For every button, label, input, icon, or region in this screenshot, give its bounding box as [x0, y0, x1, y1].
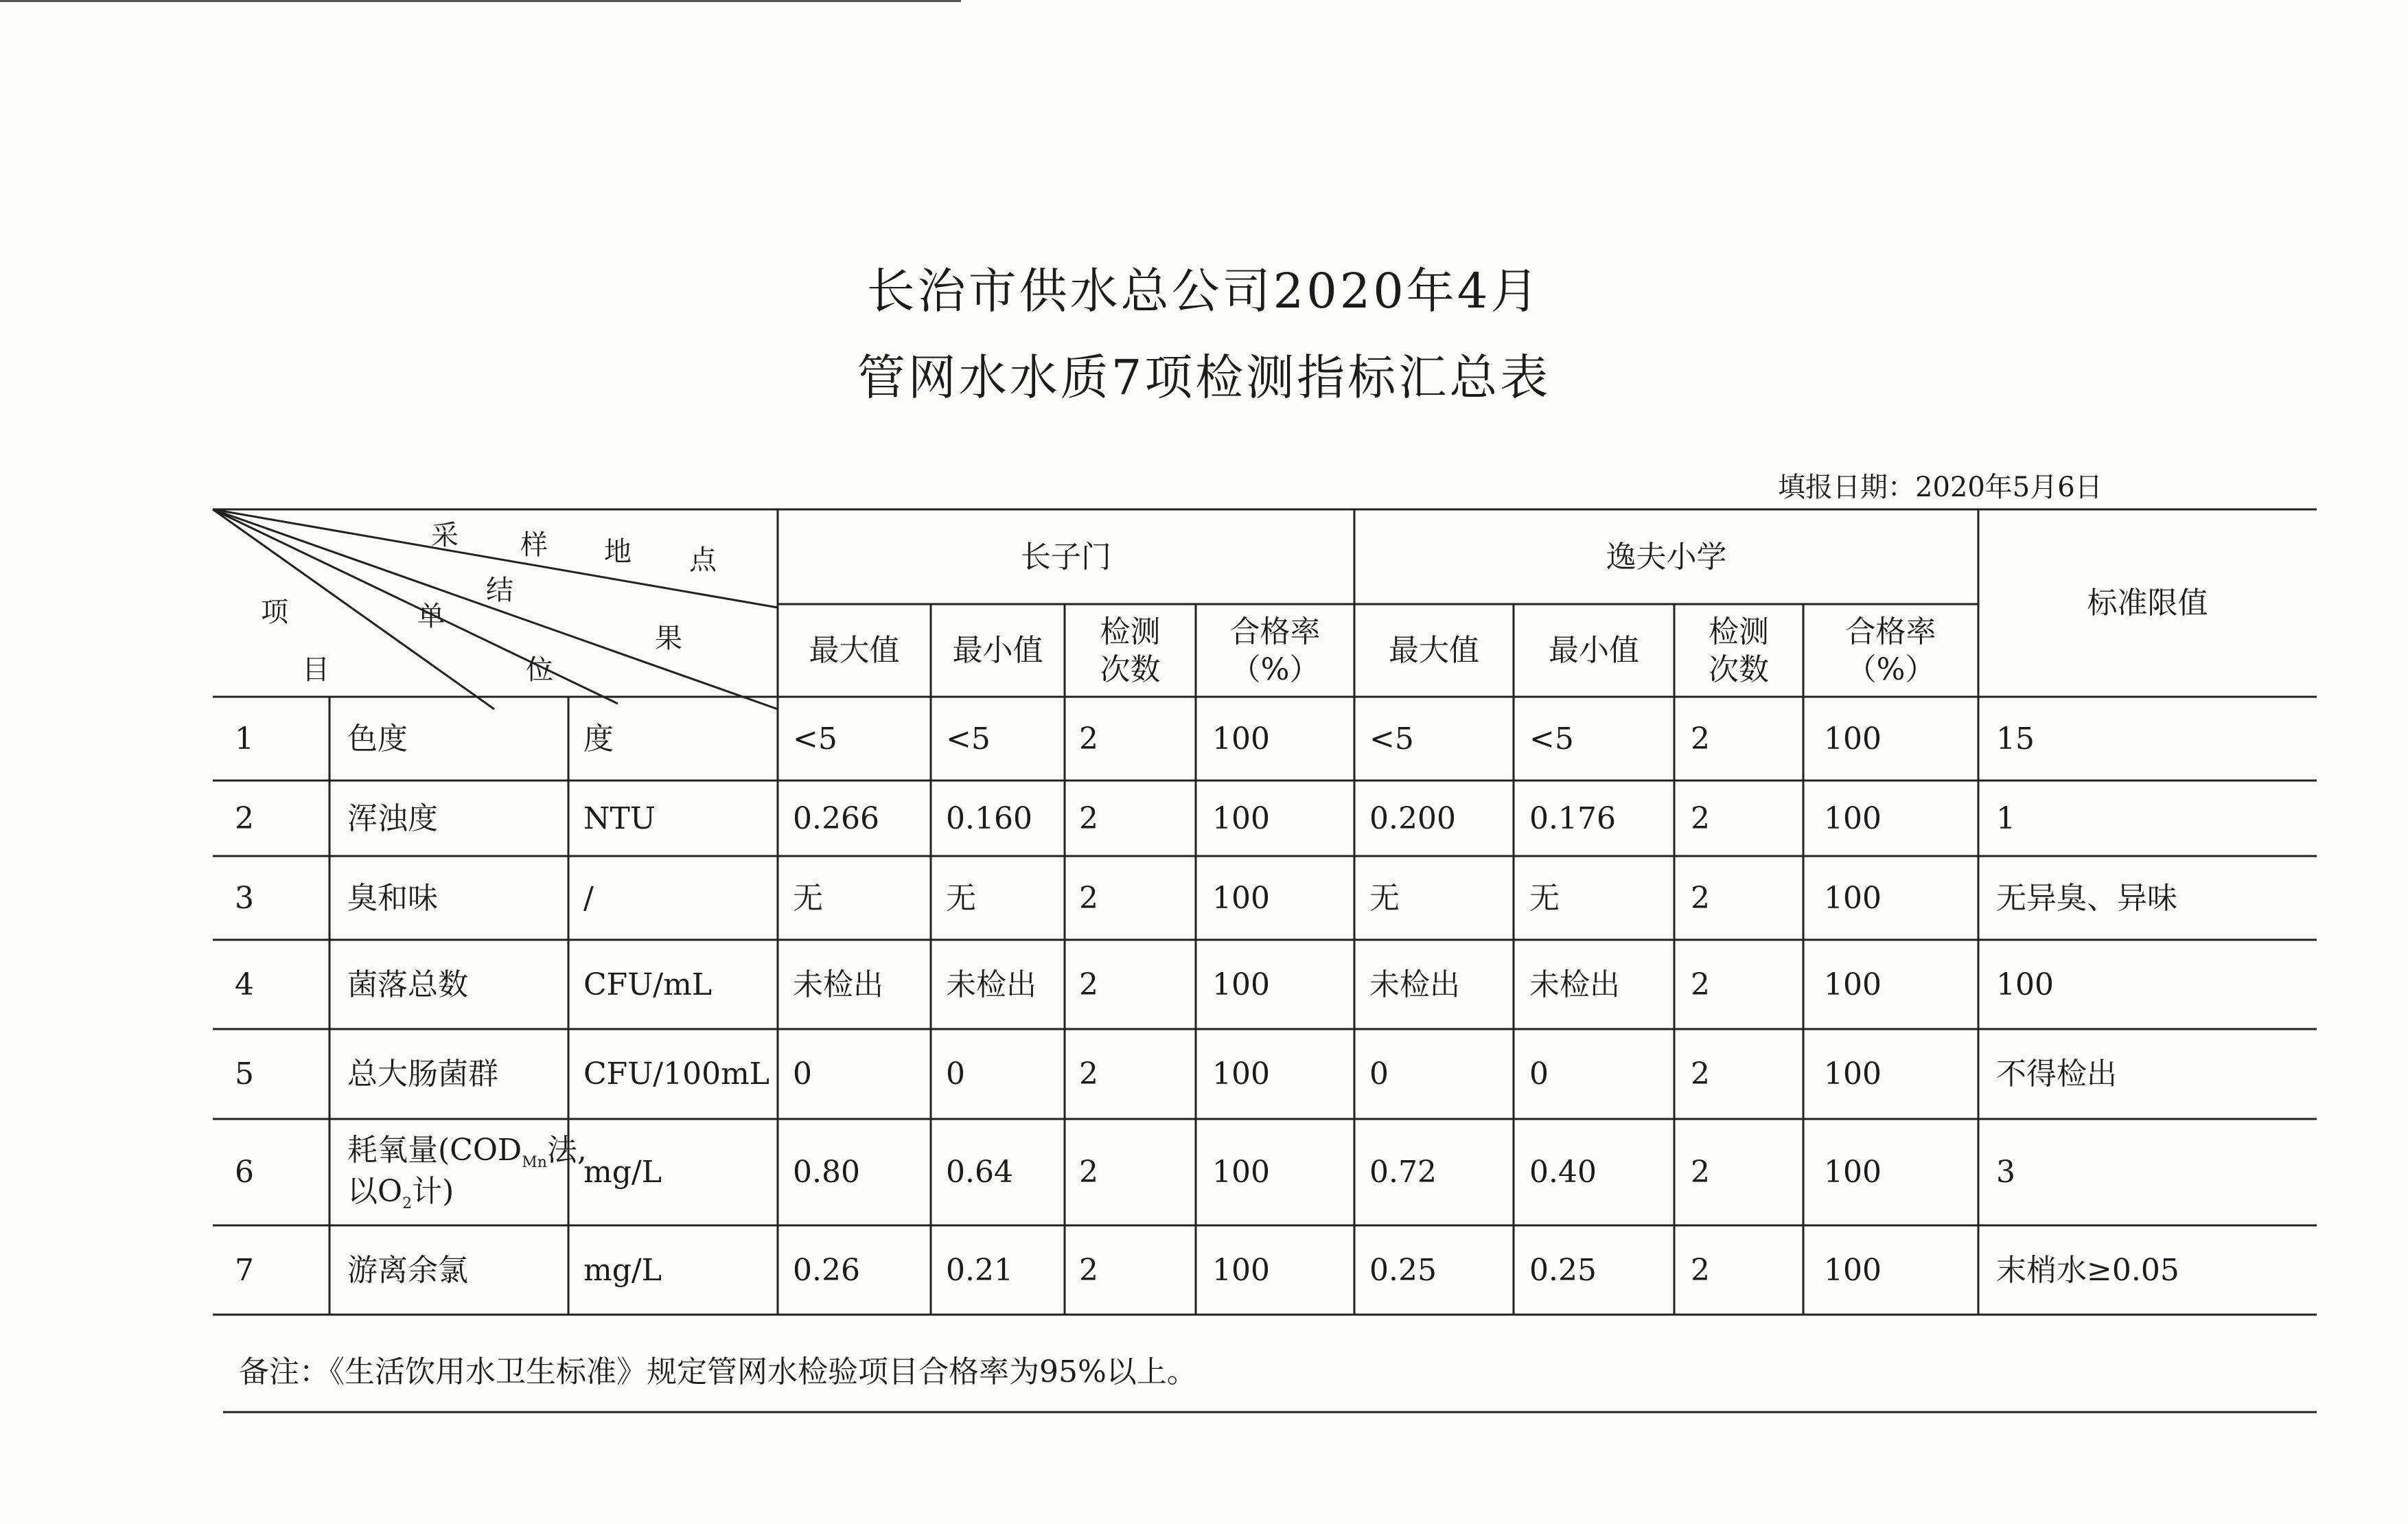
row1-unit: 度: [583, 721, 614, 757]
row1-s1-count: 2: [1079, 721, 1098, 757]
row3-s1-max: 无: [793, 880, 823, 916]
row1-s1-min: <5: [946, 721, 991, 757]
row7-s1-min: 0.21: [946, 1252, 1013, 1288]
row6-s1-rate: 100: [1212, 1155, 1270, 1190]
row6-item-line2-a: 以O: [347, 1173, 403, 1209]
s1-min-header: 最小值: [952, 633, 1043, 668]
row7-item: 游离余氯: [347, 1252, 468, 1288]
s1-max-header: 最大值: [809, 633, 900, 668]
row2-s2-min: 0.176: [1529, 800, 1616, 836]
row4-item: 菌落总数: [347, 967, 468, 1002]
row3-s1-rate: 100: [1212, 880, 1270, 916]
diag-location-char-3: 地: [604, 536, 632, 568]
row6-s2-count: 2: [1691, 1155, 1710, 1190]
row3-s2-max: 无: [1369, 880, 1400, 916]
row1-item: 色度: [347, 721, 408, 757]
row2-s2-max: 0.200: [1369, 800, 1456, 836]
s2-count-header-line2: 次数: [1709, 651, 1769, 687]
row3-s2-min: 无: [1529, 880, 1560, 916]
row6-s2-max: 0.72: [1369, 1155, 1437, 1190]
row5-s1-min: 0: [946, 1057, 965, 1092]
s2-count-header: [1674, 604, 1803, 697]
s1-count-header-line2: 次数: [1100, 651, 1161, 687]
row1-s2-count: 2: [1691, 721, 1710, 757]
remark-note: 备注：《生活饮用水卫生标准》规定管网水检验项目合格率为95%以上。: [239, 1354, 1197, 1389]
row2-unit: NTU: [583, 800, 656, 836]
s2-rate-header-line1: 合格率: [1845, 614, 1936, 649]
diag-result-char-2: 果: [655, 623, 682, 654]
row6-item-sub-mn: Mn: [522, 1154, 547, 1171]
row6-item-line2: [347, 1173, 454, 1213]
row4-s2-rate: 100: [1824, 967, 1882, 1002]
standard-limit-header: 标准限值: [2087, 586, 2208, 621]
row6-s2-rate: 100: [1824, 1155, 1882, 1190]
row3-s2-count: 2: [1691, 880, 1710, 916]
diag-location-char-4: 点: [689, 544, 717, 576]
row6-item-line1: [347, 1131, 587, 1172]
row7-s1-rate: 100: [1212, 1252, 1270, 1288]
row7-s2-max: 0.25: [1369, 1252, 1437, 1288]
row2-s1-count: 2: [1079, 800, 1098, 836]
row1-no: 1: [235, 721, 254, 757]
diag-unit-char-1: 单: [417, 601, 445, 632]
row7-no: 7: [235, 1252, 254, 1288]
row2-limit: 1: [1996, 800, 2015, 836]
s1-rate-header-line1: 合格率: [1229, 614, 1321, 649]
row1-s1-rate: 100: [1212, 721, 1270, 757]
site-header-changzimen: 长子门: [1021, 539, 1111, 575]
row7-s1-max: 0.26: [793, 1252, 860, 1288]
row6-item-line1-a: 耗氧量(COD: [347, 1133, 522, 1168]
s1-count-header: [1065, 604, 1196, 697]
row7-unit: mg/L: [583, 1252, 662, 1288]
row5-s1-count: 2: [1079, 1057, 1098, 1092]
site-header-yifu-school: 逸夫小学: [1606, 539, 1727, 575]
row4-s2-count: 2: [1691, 967, 1710, 1002]
row6-unit: mg/L: [583, 1155, 662, 1190]
row4-unit: CFU/mL: [583, 967, 713, 1002]
row4-s1-count: 2: [1079, 967, 1098, 1002]
row3-s2-rate: 100: [1824, 880, 1882, 916]
row6-s2-min: 0.40: [1529, 1155, 1597, 1190]
row5-item: 总大肠菌群: [347, 1057, 498, 1092]
row6-no: 6: [235, 1155, 254, 1190]
row4-s1-rate: 100: [1212, 967, 1270, 1002]
row5-s2-min: 0: [1529, 1057, 1549, 1092]
diag-item-char-2: 目: [302, 654, 329, 686]
diag-unit-char-2: 位: [526, 654, 553, 686]
row6-item: [347, 1119, 587, 1225]
row4-s1-max: 未检出: [793, 967, 883, 1002]
s1-rate-header: [1196, 604, 1354, 697]
row2-s1-max: 0.266: [793, 800, 879, 836]
row1-limit: 15: [1996, 721, 2035, 757]
row3-limit: 无异臭、异味: [1996, 880, 2177, 916]
row5-limit: 不得检出: [1996, 1057, 2117, 1092]
row3-s1-min: 无: [946, 880, 976, 916]
s1-count-header-line1: 检测: [1100, 614, 1161, 649]
row6-s1-min: 0.64: [946, 1155, 1013, 1190]
report-title-line1: 长治市供水总公司2020年4月: [866, 263, 1542, 319]
row7-s2-rate: 100: [1824, 1252, 1882, 1288]
row5-s2-rate: 100: [1824, 1057, 1882, 1092]
row6-item-line1-b: 法,: [546, 1133, 587, 1168]
row2-item: 浑浊度: [347, 800, 438, 836]
row6-item-sub-2: 2: [402, 1194, 413, 1212]
row3-no: 3: [235, 880, 254, 916]
row3-s1-count: 2: [1079, 880, 1098, 916]
row1-s2-rate: 100: [1824, 721, 1882, 757]
row7-s2-min: 0.25: [1529, 1252, 1597, 1288]
row2-s1-min: 0.160: [946, 800, 1032, 836]
s2-count-header-line1: 检测: [1709, 614, 1769, 649]
row5-s2-max: 0: [1369, 1057, 1389, 1092]
row4-s2-max: 未检出: [1369, 967, 1460, 1002]
row5-s1-max: 0: [793, 1057, 812, 1092]
row6-item-line2-b: 计): [412, 1173, 454, 1209]
s2-rate-header: [1803, 604, 1978, 697]
row5-no: 5: [235, 1057, 254, 1092]
s1-rate-header-line2: （%）: [1230, 651, 1320, 687]
row6-s1-max: 0.80: [793, 1155, 860, 1190]
row2-s1-rate: 100: [1212, 800, 1270, 836]
row7-limit: 末梢水≥0.05: [1996, 1252, 2179, 1288]
s2-max-header: 最大值: [1389, 633, 1479, 668]
row2-no: 2: [235, 800, 254, 836]
row1-s2-max: <5: [1369, 721, 1414, 757]
row5-unit: CFU/100mL: [583, 1057, 770, 1092]
row6-s1-count: 2: [1079, 1155, 1098, 1190]
row1-s1-max: <5: [793, 721, 837, 757]
row7-s1-count: 2: [1079, 1252, 1098, 1288]
row7-s2-count: 2: [1691, 1252, 1710, 1288]
s2-rate-header-line2: （%）: [1846, 651, 1936, 687]
fill-date: 填报日期：2020年5月6日: [1778, 472, 2103, 503]
row2-s2-count: 2: [1691, 800, 1710, 836]
diag-location-char-1: 采: [431, 520, 459, 551]
row4-s1-min: 未检出: [946, 967, 1037, 1002]
row4-s2-min: 未检出: [1529, 967, 1620, 1002]
row6-limit: 3: [1996, 1155, 2015, 1190]
row3-item: 臭和味: [347, 880, 438, 916]
row3-unit: /: [583, 880, 594, 916]
diag-result-char-1: 结: [486, 575, 513, 606]
report-title-line2: 管网水水质7项检测指标汇总表: [857, 349, 1551, 406]
row5-s1-rate: 100: [1212, 1057, 1270, 1092]
diag-item-char-1: 项: [261, 597, 288, 628]
row2-s2-rate: 100: [1824, 800, 1882, 836]
row5-s2-count: 2: [1691, 1057, 1710, 1092]
s2-min-header: 最小值: [1549, 633, 1639, 668]
row4-no: 4: [235, 967, 254, 1002]
row4-limit: 100: [1996, 967, 2054, 1002]
row1-s2-min: <5: [1529, 721, 1574, 757]
diag-location-char-2: 样: [520, 529, 548, 561]
